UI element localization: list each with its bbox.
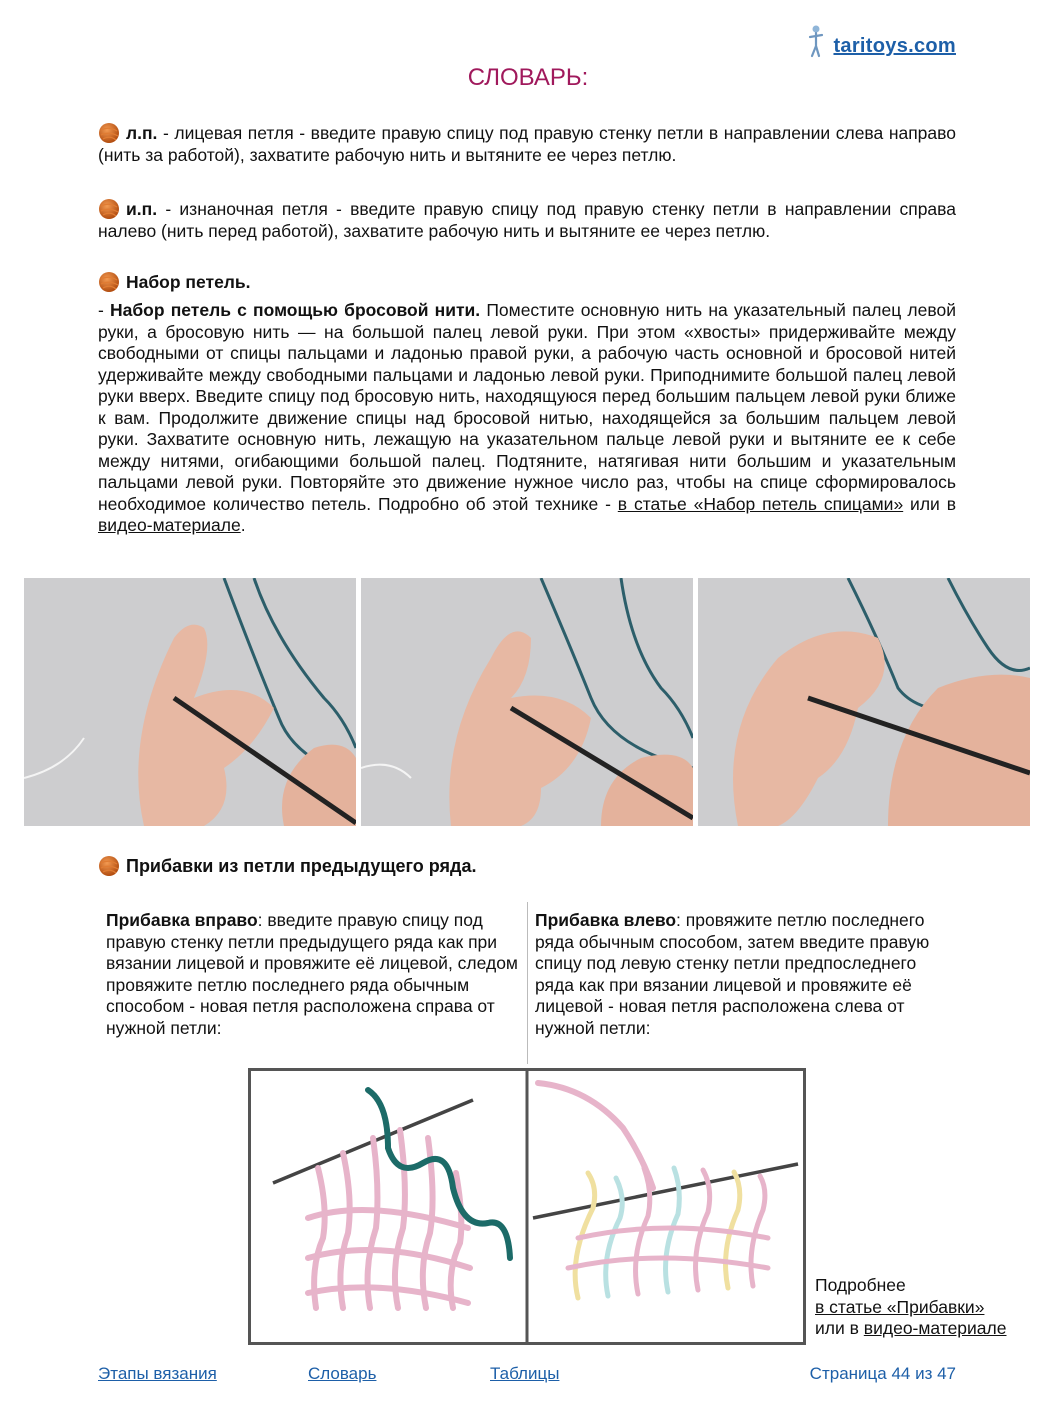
section-heading-cast-on [98,271,956,294]
definition: - изнаночная петля - введите правую спицу под правую стенку петли в направлении справа налево (нить перед работой), захватите рабочую нить и вытяните ее через петлю. [98,199,956,241]
term: Прибавка вправо [106,910,258,930]
term: Прибавка влево [535,910,677,930]
cast-on-photo-3 [698,578,1030,826]
increase-left-description [535,910,955,1039]
page-number: Страница 44 из 47 [809,1364,956,1383]
definition: : провяжите петлю последнего ряда обычным способом, затем введите правую спицу под левую стенку петли предпоследнего ряда как при вязании лицевой и провяжите её лицевой - новая петля расположена слева от нужной петли: [535,910,930,1038]
yarn-ball-icon [98,271,120,293]
cast-on-description [98,300,956,537]
figure-icon [805,24,827,58]
footer-nav-stages[interactable] [98,1364,217,1384]
more-label: Подробнее [815,1275,906,1295]
period: . [240,515,246,535]
heading-text: Набор петель. [126,272,251,292]
glossary-entry-knit [98,122,956,166]
term: л.п. [126,123,158,143]
connector-text: или в [815,1318,864,1338]
subheading: Набор петель с помощью бросовой нити. [110,300,481,320]
increase-diagrams [248,1068,806,1345]
glossary-entry-purl [98,198,956,242]
footer-link[interactable]: Этапы вязания [98,1364,217,1383]
column-divider [527,902,528,1064]
yarn-ball-icon [98,198,120,220]
dash: - [98,300,110,320]
photo-strip [24,578,1030,826]
section-heading-increases [98,855,477,877]
footer-link[interactable]: Словарь [308,1364,377,1383]
video-link-cast-on[interactable]: видео-материале [98,515,241,535]
definition: : введите правую спицу под правую стенку петли предыдущего ряда как при вязании лицевой и провяжите её лицевой, следом провяжите петлю последнего ряда обычным способом - новая петля расположена справа от нужной петли: [106,910,518,1038]
cast-on-photo-2 [361,578,693,826]
term: и.п. [126,199,158,219]
yarn-ball-icon [98,122,120,144]
yarn-ball-icon [98,855,120,877]
footer-nav-glossary[interactable] [308,1364,376,1384]
video-link-increases[interactable]: видео-материале [863,1318,1007,1338]
footer-nav-tables[interactable] [490,1364,559,1384]
article-link-cast-on[interactable]: в статье «Набор петель спицами» [617,493,904,514]
page-title: СЛОВАРЬ: [467,64,589,91]
increase-right-description [106,910,522,1039]
body-text: Поместите основную нить на указательный палец левой руки, а бросовую нить — на большой палец левой руки. При этом «хвосты» придерживайте между свободными от спицы пальцами и ладонью правой руки, а рабочую часть основной и бросовой нитей удерживайте между свободными пальцами и ладонью левой руки. Приподнимите большой палец левой руки вверх. Введите спицу под бросовую нить, находящуюся перед большим пальцем левой руки ближе к вам. Продолжите движение спицы над бросовой нитью, находящейся за большим пальцем левой руки. Захватите основную нить, лежащую на указательном пальце левой руки и вытяните ее к себе между нитями, огибающими большой палец. Подтяните, натягивая нити большим и указательным пальцами левой руки. Повторяйте это движение нужное число раз, чтобы на спице сформировалось необходимое количество петель. Подробно об этой технике - [98,300,956,514]
heading-text: Прибавки из петли предыдущего ряда. [126,856,477,876]
brand-logo[interactable] [805,24,956,58]
brand-link[interactable]: taritoys.com [833,35,956,57]
footer-link[interactable]: Таблицы [490,1364,560,1383]
more-info [815,1275,1007,1340]
article-link-increases[interactable]: в статье «Прибавки» [815,1296,985,1317]
connector-text: или в [903,493,956,514]
cast-on-photo-1 [24,578,356,826]
definition: - лицевая петля - введите правую спицу под правую стенку петли в направлении слева направо (нить за работой), захватите рабочую нить и вытяните ее через петлю. [98,123,956,165]
